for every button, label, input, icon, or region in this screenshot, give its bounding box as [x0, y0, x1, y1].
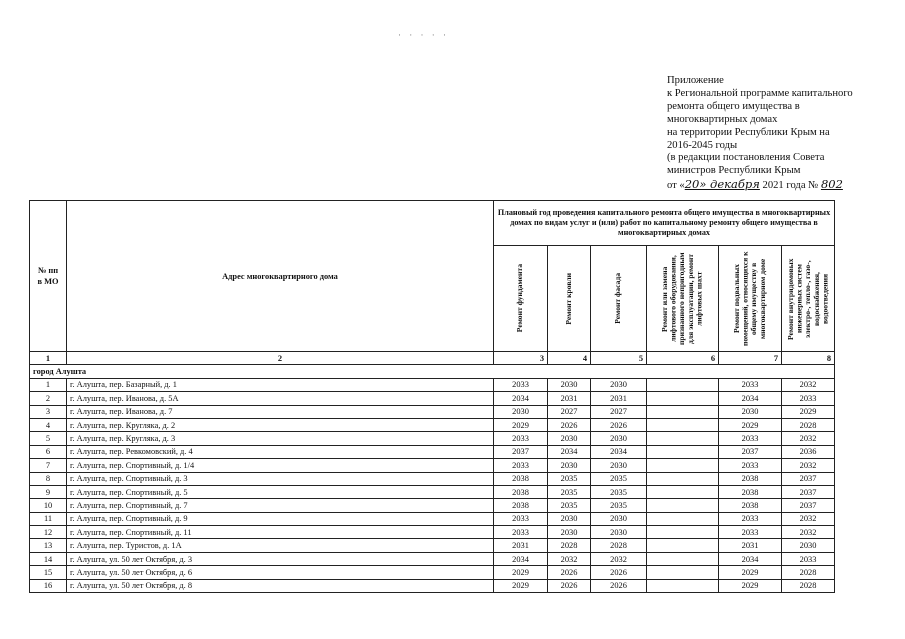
annex-date-line	[667, 178, 897, 193]
annex-line: 2016-2045 годы	[667, 139, 738, 151]
year-cell	[647, 378, 719, 391]
table-row	[30, 418, 835, 431]
column-index: 5	[591, 352, 647, 365]
year-cell: 2034	[591, 445, 647, 458]
address-cell: г. Алушта, пер. Туристов, д. 1А	[67, 539, 494, 552]
year-cell: 2030	[591, 512, 647, 525]
year-cell	[647, 459, 719, 472]
row-number: 9	[30, 485, 67, 498]
table-row	[30, 432, 835, 445]
year-cell: 2038	[719, 485, 782, 498]
row-number: 13	[30, 539, 67, 552]
table-row	[30, 526, 835, 539]
row-number: 12	[30, 526, 67, 539]
row-number: 6	[30, 445, 67, 458]
year-cell: 2035	[591, 499, 647, 512]
year-cell: 2026	[591, 418, 647, 431]
year-cell: 2030	[548, 432, 591, 445]
column-index: 1	[30, 352, 67, 365]
table-row	[30, 499, 835, 512]
work-type-label: Ремонт фундамента	[515, 264, 525, 333]
year-cell: 2028	[782, 566, 835, 579]
year-cell: 2033	[782, 552, 835, 565]
year-cell	[647, 472, 719, 485]
year-cell: 2033	[719, 459, 782, 472]
row-number: 7	[30, 459, 67, 472]
annex-line: ремонта общего имущества в	[667, 100, 800, 112]
year-cell: 2035	[548, 499, 591, 512]
year-cell: 2032	[548, 552, 591, 565]
year-cell: 2030	[591, 459, 647, 472]
address-cell: г. Алушта, пер. Спортивный, д. 11	[67, 526, 494, 539]
work-type-header	[719, 246, 782, 352]
year-cell: 2034	[548, 445, 591, 458]
table-row	[30, 566, 835, 579]
year-cell: 2029	[494, 579, 548, 592]
year-cell: 2028	[548, 539, 591, 552]
year-cell: 2032	[782, 459, 835, 472]
col-number-header: № пп в МО	[30, 201, 67, 352]
year-cell	[647, 418, 719, 431]
row-number: 3	[30, 405, 67, 418]
year-cell: 2033	[719, 432, 782, 445]
address-cell: г. Алушта, ул. 50 лет Октября, д. 3	[67, 552, 494, 565]
year-cell: 2038	[719, 472, 782, 485]
repair-schedule-table	[29, 200, 835, 593]
year-cell: 2035	[548, 472, 591, 485]
year-cell: 2032	[782, 512, 835, 525]
row-number: 11	[30, 512, 67, 525]
address-cell: г. Алушта, пер. Спортивный, д. 3	[67, 472, 494, 485]
annex-header	[667, 75, 897, 193]
row-number: 10	[30, 499, 67, 512]
address-cell: г. Алушта, пер. Иванова, д. 7	[67, 405, 494, 418]
year-cell	[647, 539, 719, 552]
address-cell: г. Алушта, ул. 50 лет Октября, д. 8	[67, 579, 494, 592]
year-cell: 2033	[494, 378, 548, 391]
work-type-header	[548, 246, 591, 352]
year-cell	[647, 445, 719, 458]
year-cell: 2038	[494, 485, 548, 498]
annex-line: на территории Республики Крым на	[667, 126, 830, 138]
year-cell: 2029	[782, 405, 835, 418]
row-number: 8	[30, 472, 67, 485]
year-cell: 2032	[591, 552, 647, 565]
year-cell: 2037	[494, 445, 548, 458]
year-cell: 2026	[548, 566, 591, 579]
row-number: 14	[30, 552, 67, 565]
year-cell: 2032	[782, 526, 835, 539]
col-address-header: Адрес многоквартирного дома	[67, 201, 494, 352]
year-cell: 2029	[719, 418, 782, 431]
header-row-1	[30, 201, 835, 246]
work-type-header	[782, 246, 835, 352]
address-cell: г. Алушта, пер. Спортивный, д. 9	[67, 512, 494, 525]
year-cell: 2028	[782, 418, 835, 431]
year-cell: 2033	[719, 526, 782, 539]
address-cell: г. Алушта, пер. Спортивный, д. 7	[67, 499, 494, 512]
table-row	[30, 405, 835, 418]
annex-line: многоквартирных домах	[667, 113, 778, 125]
year-cell: 2034	[494, 552, 548, 565]
year-cell: 2033	[719, 378, 782, 391]
year-cell	[647, 512, 719, 525]
annex-line: к Региональной программе капитального	[667, 87, 853, 99]
year-cell: 2030	[494, 405, 548, 418]
year-cell	[647, 566, 719, 579]
year-cell: 2031	[494, 539, 548, 552]
annex-line: (в редакции постановления Совета	[667, 152, 825, 164]
year-cell: 2033	[494, 526, 548, 539]
year-cell: 2034	[719, 552, 782, 565]
year-cell: 2034	[494, 392, 548, 405]
year-cell: 2030	[591, 526, 647, 539]
work-type-label: Ремонт или замена лифтового оборудования, признанного непригодным для эксплуатации, ремонт лифтовых шахт	[660, 252, 704, 345]
work-type-label: Ремонт кровли	[563, 272, 573, 325]
handwritten-number: 802	[820, 177, 843, 192]
year-cell: 2032	[782, 378, 835, 391]
table-row	[30, 579, 835, 592]
annex-line: министров Республики Крым	[667, 165, 801, 177]
year-cell: 2031	[591, 392, 647, 405]
year-cell	[647, 526, 719, 539]
work-type-label: Ремонт фасада	[613, 273, 623, 324]
year-cell: 2035	[591, 472, 647, 485]
year-cell: 2028	[782, 579, 835, 592]
year-cell	[647, 405, 719, 418]
year-cell	[647, 552, 719, 565]
year-cell: 2035	[548, 485, 591, 498]
year-cell: 2037	[782, 472, 835, 485]
address-cell: г. Алушта, пер. Иванова, д. 5А	[67, 392, 494, 405]
group-header: Плановый год проведения капитального ремонта общего имущества в многоквартирных домах по видам услуг и (или) работ по капитальному ремонту общего имущества в многоквартирных домах	[494, 201, 835, 246]
work-type-header	[647, 246, 719, 352]
row-number: 1	[30, 378, 67, 391]
year-cell: 2035	[591, 485, 647, 498]
year-cell: 2026	[591, 579, 647, 592]
address-cell: г. Алушта, пер. Кругляка, д. 2	[67, 418, 494, 431]
address-cell: г. Алушта, пер. Спортивный, д. 5	[67, 485, 494, 498]
table-row	[30, 445, 835, 458]
column-index: 8	[782, 352, 835, 365]
year-cell: 2038	[494, 499, 548, 512]
year-cell: 2029	[719, 566, 782, 579]
handwritten-date: 20» декабря	[684, 177, 760, 192]
column-index: 7	[719, 352, 782, 365]
year-cell: 2037	[782, 485, 835, 498]
year-cell: 2037	[782, 499, 835, 512]
year-cell	[647, 499, 719, 512]
work-type-label: Ремонт внутридомовых инженерных систем электро-, тепло-, газо-, водоснабжения, водоотведения	[785, 257, 829, 340]
year-cell: 2029	[494, 418, 548, 431]
year-cell	[647, 392, 719, 405]
year-cell: 2033	[719, 512, 782, 525]
section-label: город Алушта	[30, 365, 835, 378]
year-cell: 2031	[719, 539, 782, 552]
year-cell: 2030	[548, 459, 591, 472]
table-row	[30, 512, 835, 525]
year-cell	[647, 579, 719, 592]
year-cell: 2030	[782, 539, 835, 552]
row-number: 4	[30, 418, 67, 431]
work-type-label: Ремонт подвальных помещений, относящихся к общему имуществу в многоквартирном доме	[731, 251, 767, 346]
year-cell: 2031	[548, 392, 591, 405]
column-index: 3	[494, 352, 548, 365]
year-cell: 2033	[494, 512, 548, 525]
work-type-header	[591, 246, 647, 352]
year-cell	[647, 432, 719, 445]
year-cell: 2027	[591, 405, 647, 418]
annex-line: Приложение	[667, 75, 724, 86]
row-number: 5	[30, 432, 67, 445]
row-number: 2	[30, 392, 67, 405]
year-cell: 2026	[591, 566, 647, 579]
row-number: 16	[30, 579, 67, 592]
column-index: 6	[647, 352, 719, 365]
table-row	[30, 472, 835, 485]
table-row	[30, 552, 835, 565]
address-cell: г. Алушта, ул. 50 лет Октября, д. 6	[67, 566, 494, 579]
year-cell: 2037	[719, 445, 782, 458]
row-number: 15	[30, 566, 67, 579]
year-cell: 2030	[548, 378, 591, 391]
year-cell: 2038	[719, 499, 782, 512]
date-prefix: от «	[667, 180, 685, 192]
year-cell: 2027	[548, 405, 591, 418]
address-cell: г. Алушта, пер. Кругляка, д. 3	[67, 432, 494, 445]
table-row	[30, 392, 835, 405]
column-index: 4	[548, 352, 591, 365]
year-cell: 2030	[548, 526, 591, 539]
date-suffix: 2021 года №	[759, 180, 821, 192]
year-cell: 2036	[782, 445, 835, 458]
scan-noise: · · · · ·	[398, 30, 449, 40]
year-cell: 2030	[719, 405, 782, 418]
work-type-header	[494, 246, 548, 352]
table-row	[30, 485, 835, 498]
table-row	[30, 539, 835, 552]
year-cell: 2028	[591, 539, 647, 552]
year-cell: 2029	[719, 579, 782, 592]
year-cell: 2038	[494, 472, 548, 485]
column-index: 2	[67, 352, 494, 365]
address-cell: г. Алушта, пер. Базарный, д. 1	[67, 378, 494, 391]
column-index-row	[30, 352, 835, 365]
year-cell: 2034	[719, 392, 782, 405]
address-cell: г. Алушта, пер. Спортивный, д. 1/4	[67, 459, 494, 472]
year-cell: 2026	[548, 418, 591, 431]
year-cell: 2026	[548, 579, 591, 592]
section-row	[30, 365, 835, 378]
year-cell: 2029	[494, 566, 548, 579]
table-row	[30, 378, 835, 391]
year-cell: 2033	[494, 432, 548, 445]
year-cell: 2033	[494, 459, 548, 472]
year-cell: 2030	[591, 432, 647, 445]
year-cell: 2030	[548, 512, 591, 525]
year-cell: 2032	[782, 432, 835, 445]
year-cell: 2033	[782, 392, 835, 405]
year-cell	[647, 485, 719, 498]
address-cell: г. Алушта, пер. Ревкомовский, д. 4	[67, 445, 494, 458]
year-cell: 2030	[591, 378, 647, 391]
table-row	[30, 459, 835, 472]
